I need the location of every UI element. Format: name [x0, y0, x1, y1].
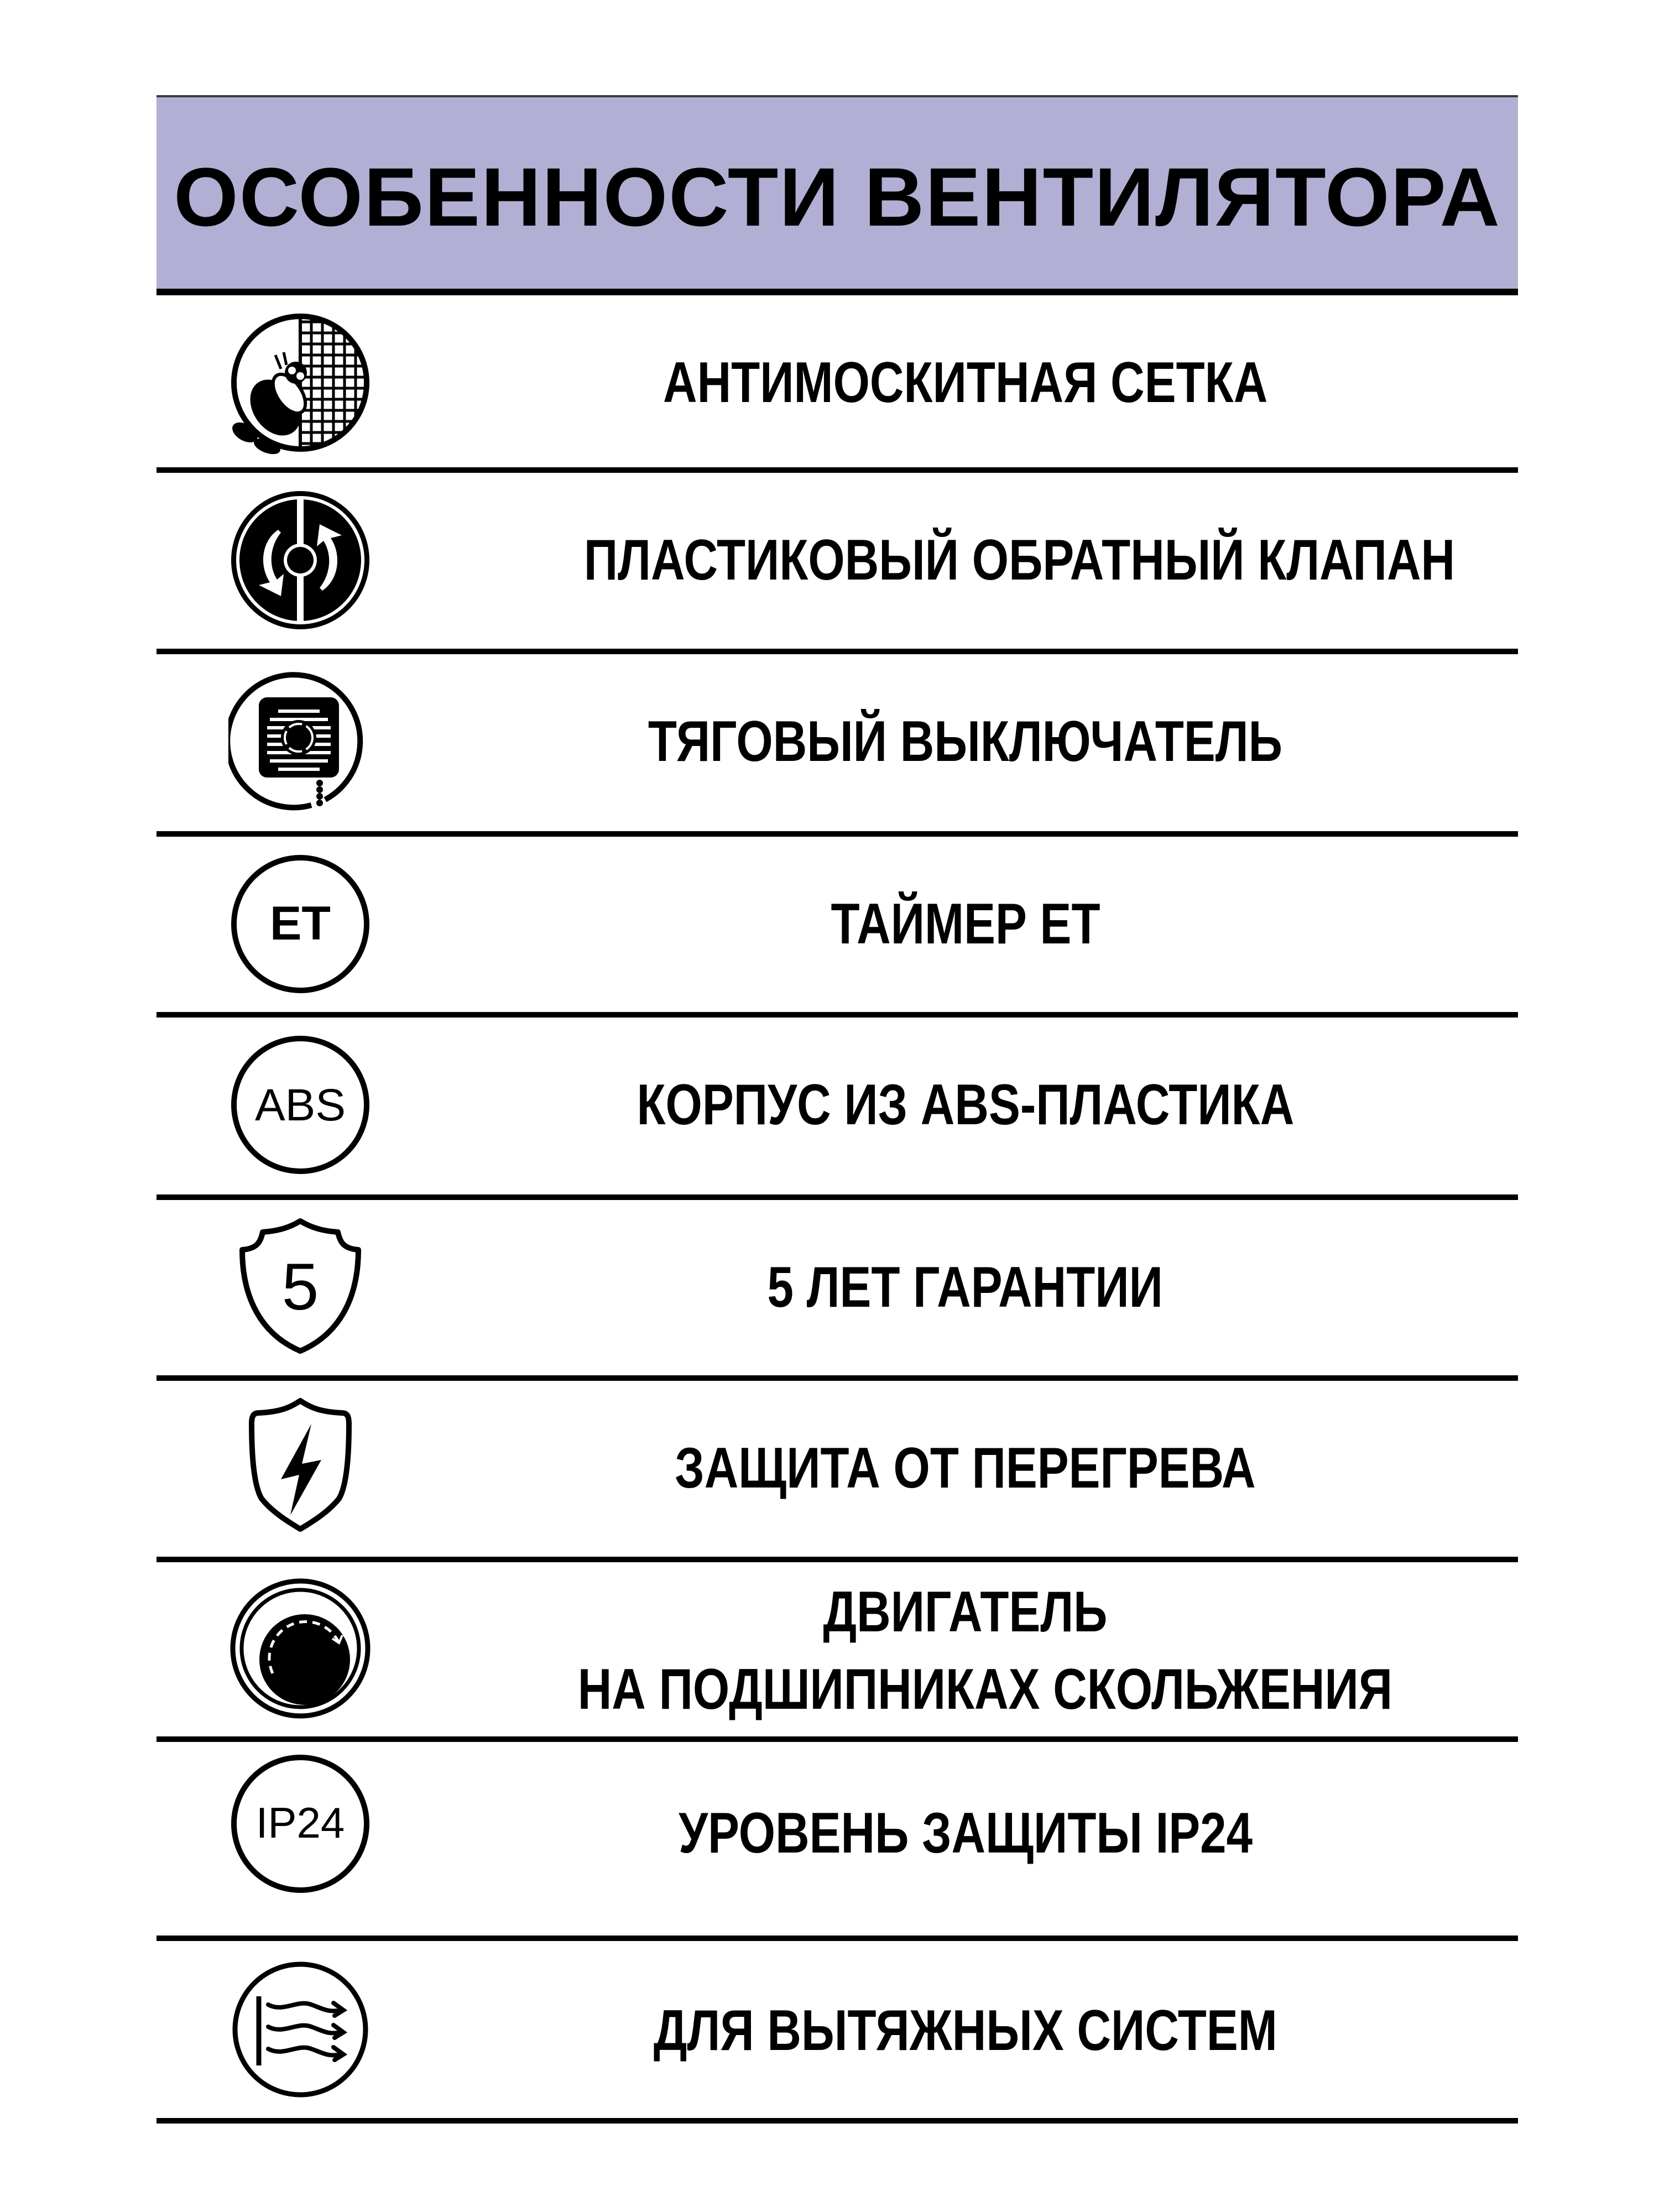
feature-row — [156, 1381, 1518, 1557]
feature-label-text: ДЛЯ ВЫТЯЖНЫХ СИСТЕМ — [653, 1999, 1277, 2063]
feature-label — [488, 885, 1442, 963]
feature-label — [488, 703, 1442, 780]
row-divider — [156, 1194, 1518, 1200]
table-header — [156, 95, 1518, 290]
feature-label — [488, 1249, 1442, 1326]
row-divider — [156, 1557, 1518, 1562]
row-divider — [156, 467, 1518, 473]
warranty-shield-icon — [228, 1215, 372, 1359]
pull-cord-switch-icon — [228, 670, 372, 813]
row-divider — [156, 2118, 1518, 2124]
svg-text:IP24: IP24 — [255, 1798, 345, 1847]
header-divider — [156, 289, 1518, 295]
feature-label-text: ЗАЩИТА ОТ ПЕРЕГРЕВА — [675, 1436, 1256, 1500]
page-title — [156, 150, 1518, 244]
svg-text:ABS: ABS — [254, 1080, 346, 1130]
abs-plastic-icon — [228, 1033, 372, 1177]
feature-label — [488, 1992, 1442, 2069]
row-divider — [156, 1736, 1518, 1742]
feature-label — [488, 344, 1442, 421]
row-divider — [156, 831, 1518, 837]
overheat-protection-shield-icon — [228, 1396, 372, 1540]
feature-label-text: УРОВЕНЬ ЗАЩИТЫ IP24 — [678, 1801, 1253, 1865]
feature-label-text: 5 ЛЕТ ГАРАНТИИ — [767, 1255, 1164, 1319]
feature-label-text: ПЛАСТИКОВЫЙ ОБРАТНЫЙ КЛАПАН — [583, 528, 1455, 592]
feature-label-text: ТЯГОВЫЙ ВЫКЛЮЧАТЕЛЬ — [648, 709, 1283, 774]
feature-label-text: ТАЙМЕР ЕТ — [830, 892, 1100, 956]
feature-row — [156, 654, 1518, 831]
feature-label — [488, 1573, 1442, 1728]
motor-bearing-icon — [228, 1577, 372, 1720]
feature-row — [156, 295, 1518, 470]
feature-row — [156, 837, 1518, 1012]
feature-row — [156, 1200, 1518, 1375]
feature-row — [156, 1742, 1518, 1936]
mosquito-net-icon — [228, 311, 372, 455]
row-divider — [156, 1375, 1518, 1381]
feature-label-line2: НА ПОДШИПНИКАХ СКОЛЬЖЕНИЯ — [577, 1657, 1393, 1721]
feature-row — [156, 1562, 1518, 1736]
feature-label — [488, 1066, 1442, 1144]
feature-label — [488, 1430, 1442, 1507]
svg-text:ET: ET — [270, 897, 331, 950]
feature-label-line1: ДВИГАТЕЛЬ — [823, 1580, 1108, 1644]
exhaust-airflow-icon — [228, 1958, 372, 2101]
svg-text:5: 5 — [281, 1250, 319, 1324]
check-valve-icon — [228, 488, 372, 632]
feature-row — [156, 1018, 1518, 1194]
page-title-text: ОСОБЕННОСТИ ВЕНТИЛЯТОРА — [174, 150, 1501, 243]
feature-label — [488, 1794, 1442, 1872]
row-divider — [156, 1936, 1518, 1941]
ip24-icon — [228, 1752, 372, 1896]
feature-label — [488, 521, 1455, 599]
feature-row — [156, 473, 1518, 649]
feature-row — [156, 1941, 1518, 2121]
row-divider — [156, 1012, 1518, 1018]
feature-label-text: АНТИМОСКИТНАЯ СЕТКА — [662, 351, 1268, 415]
row-divider — [156, 649, 1518, 654]
feature-label-text: КОРПУС ИЗ ABS-ПЛАСТИКА — [637, 1073, 1294, 1137]
et-timer-icon — [228, 852, 372, 996]
